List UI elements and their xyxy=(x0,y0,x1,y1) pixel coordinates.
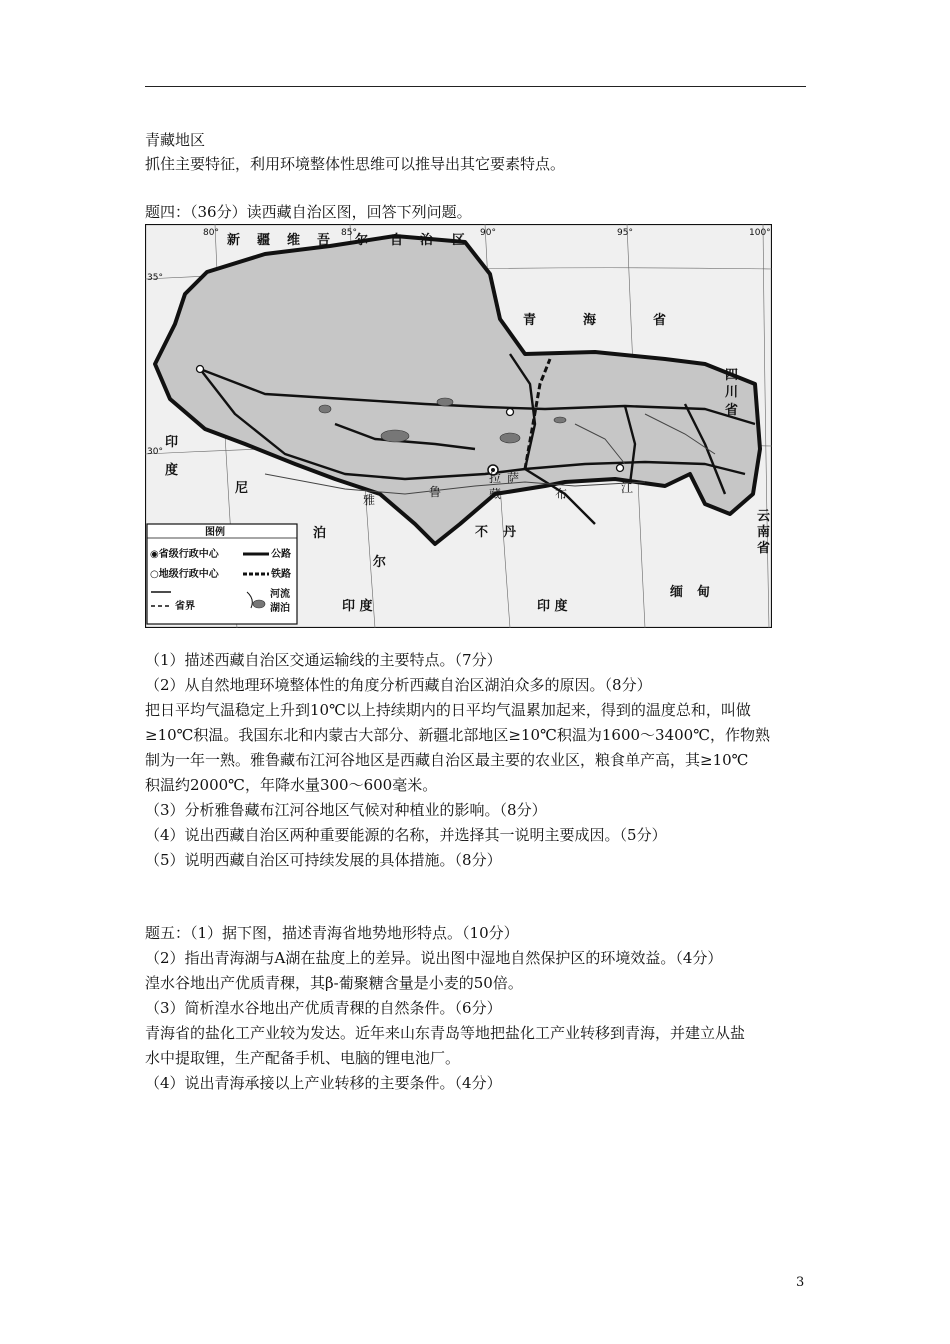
legend-title: 图例 xyxy=(205,527,225,538)
label-india-w-1: 印 xyxy=(165,435,179,450)
label-river-5: 江 xyxy=(621,481,634,495)
lon-95: 95° xyxy=(617,228,633,238)
label-qinghai-1: 青 xyxy=(523,313,537,328)
q5-line-4: （3）简析湟水谷地出产优质青稞的自然条件。（6分） xyxy=(145,999,502,1017)
label-nepal-1: 尼 xyxy=(235,481,249,496)
legend-capital: ◉省级行政中心 xyxy=(150,549,219,560)
label-xinjiang-8: 区 xyxy=(452,233,466,248)
lon-100: 100° xyxy=(749,228,771,238)
legend-river: 河流 xyxy=(270,589,290,600)
q4-item-5: （5）说明西藏自治区可持续发展的具体措施。（8分） xyxy=(145,851,502,869)
q4-heading: 题四：（36分）读西藏自治区图，回答下列问题。 xyxy=(145,203,472,221)
lon-80: 80° xyxy=(203,228,219,238)
label-xinjiang-2: 疆 xyxy=(257,233,271,248)
label-xinjiang-3: 维 xyxy=(287,233,301,248)
q5-line-1: 题五：（1）据下图，描述青海省地势地形特点。（10分） xyxy=(145,924,519,942)
legend-highway: 公路 xyxy=(271,549,291,560)
label-nepal-3: 尔 xyxy=(373,555,387,570)
page-number: 3 xyxy=(796,1275,805,1290)
label-xinjiang-1: 新 xyxy=(227,233,241,248)
q4-passage-3: 制为一年一熟。雅鲁藏布江河谷地区是西藏自治区最主要的农业区，粮食单产高，其≥10℃ xyxy=(145,751,749,769)
label-river-1: 雅 xyxy=(363,493,376,507)
label-lhasa-1: 拉 xyxy=(489,471,502,485)
label-yunnan-3: 省 xyxy=(757,541,771,556)
q5-line-7: （4）说出青海承接以上产业转移的主要条件。（4分） xyxy=(145,1074,502,1092)
lon-85: 85° xyxy=(341,228,357,238)
label-bhutan-2: 丹 xyxy=(503,525,517,540)
intro-text: 抓住主要特征，利用环境整体性思维可以推导出其它要素特点。 xyxy=(145,155,566,173)
legend-border: 省界 xyxy=(175,601,195,612)
label-sichuan-3: 省 xyxy=(725,403,739,418)
section-title: 青藏地区 xyxy=(145,131,206,149)
q5-line-5: 青海省的盐化工产业较为发达。近年来山东青岛等地把盐化工产业转移到青海，并建立从盐 xyxy=(145,1024,746,1042)
label-india-s2: 印 度 xyxy=(537,599,568,614)
q5-line-3: 湟水谷地出产优质青稞，其β-葡聚糖含量是小麦的50倍。 xyxy=(145,974,523,992)
label-yunnan-1: 云 xyxy=(757,509,771,524)
label-river-4: 布 xyxy=(555,487,568,501)
label-nepal-2: 泊 xyxy=(313,526,327,541)
lon-90: 90° xyxy=(480,228,496,238)
label-sichuan-1: 四 xyxy=(725,368,739,383)
q4-passage-2: ≥10℃积温。我国东北和内蒙古大部分、新疆北部地区≥10℃积温为1600～3400℃，作物熟 xyxy=(145,726,771,744)
label-qinghai-2: 海 xyxy=(583,313,597,328)
label-myanmar-2: 甸 xyxy=(697,585,711,600)
map-legend xyxy=(147,524,297,624)
q4-item-3: （3）分析雅鲁藏布江河谷地区气候对种植业的影响。（8分） xyxy=(145,801,547,819)
lat-35: 35° xyxy=(147,273,163,283)
header-rule xyxy=(145,86,806,87)
label-lhasa-2: 萨 xyxy=(507,471,520,485)
tibet-map xyxy=(145,224,772,628)
label-india-s1: 印 度 xyxy=(342,599,373,614)
q4-passage-1: 把日平均气温稳定上升到10℃以上持续期内的日平均气温累加起来，得到的温度总和，叫做 xyxy=(145,701,751,719)
label-river-2: 鲁 xyxy=(429,485,442,499)
q4-passage-4: 积温约2000℃，年降水量300～600毫米。 xyxy=(145,776,438,794)
q4-item-2: （2）从自然地理环境整体性的角度分析西藏自治区湖泊众多的原因。（8分） xyxy=(145,676,652,694)
label-myanmar-1: 缅 xyxy=(670,585,684,600)
q5-line-6: 水中提取锂，生产配备手机、电脑的锂电池厂。 xyxy=(145,1049,461,1067)
label-xinjiang-5: 尔 xyxy=(355,233,369,248)
label-river-3: 藏 xyxy=(489,487,502,501)
label-india-w-2: 度 xyxy=(165,463,179,478)
label-qinghai-3: 省 xyxy=(653,313,667,328)
label-xinjiang-6: 自 xyxy=(390,233,404,248)
label-bhutan-1: 不 xyxy=(475,525,489,540)
q5-line-2: （2）指出青海湖与A湖在盐度上的差异。说出图中湿地自然保护区的环境效益。（4分） xyxy=(145,949,723,967)
label-xinjiang-4: 吾 xyxy=(317,233,331,248)
label-sichuan-2: 川 xyxy=(725,385,739,400)
lat-30: 30° xyxy=(147,447,163,457)
label-xinjiang-7: 治 xyxy=(420,233,434,248)
q4-item-1: （1）描述西藏自治区交通运输线的主要特点。（7分） xyxy=(145,651,502,669)
legend-lake: 湖泊 xyxy=(270,603,290,614)
label-yunnan-2: 南 xyxy=(757,525,771,540)
q4-item-4: （4）说出西藏自治区两种重要能源的名称，并选择其一说明主要成因。（5分） xyxy=(145,826,667,844)
legend-railway: 铁路 xyxy=(271,569,291,580)
legend-prefecture: ○地级行政中心 xyxy=(150,569,219,580)
